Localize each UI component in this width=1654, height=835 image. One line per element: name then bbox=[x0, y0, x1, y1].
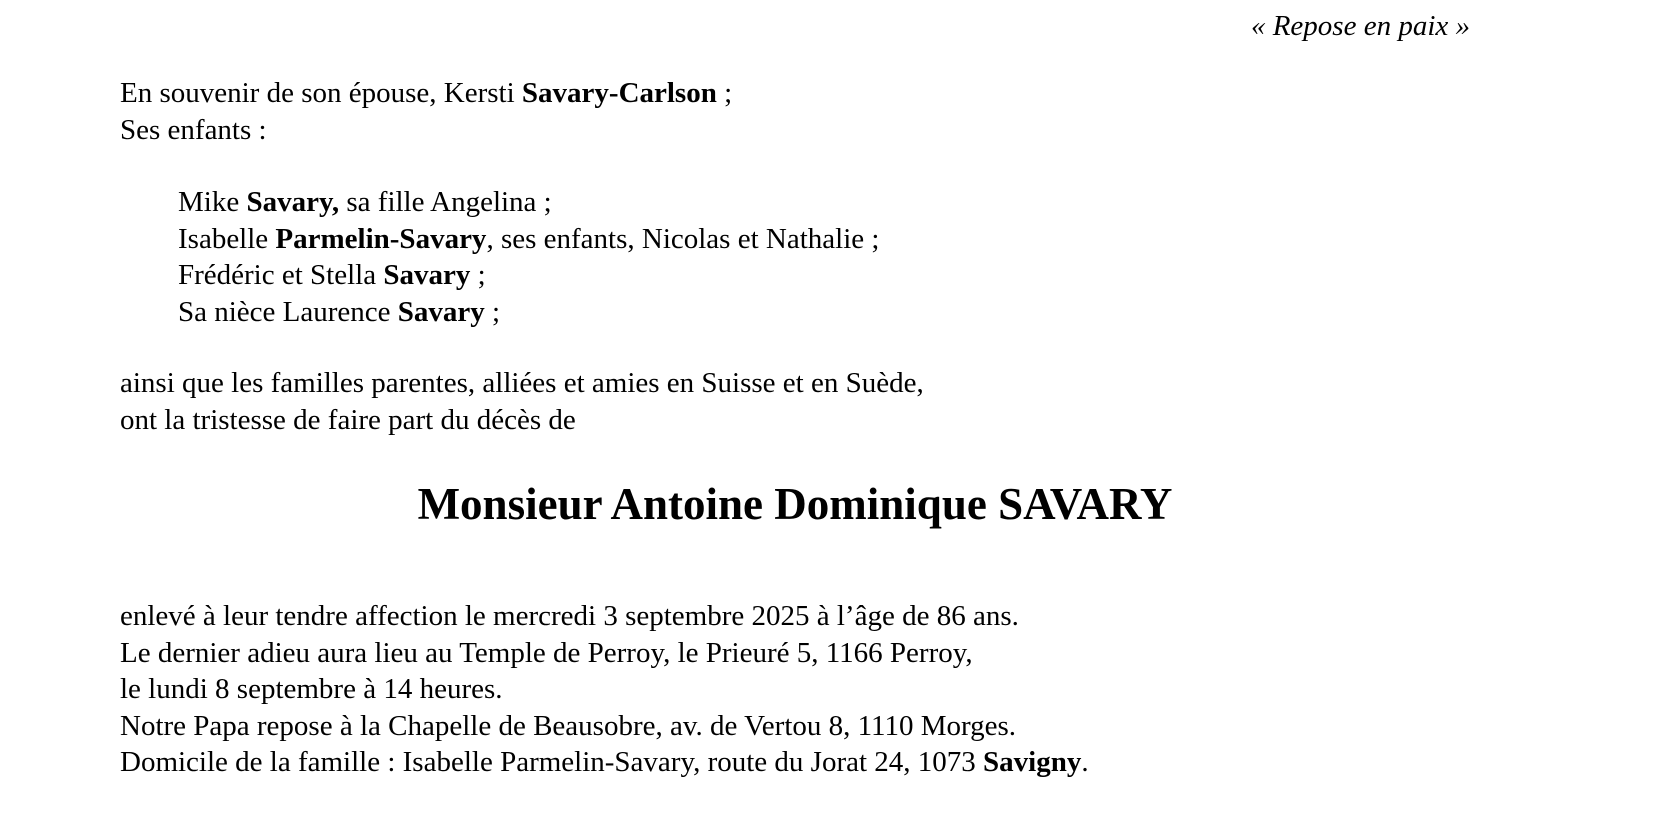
text-line: Frédéric et Stella Savary ; bbox=[178, 259, 486, 291]
text-line: ainsi que les familles parentes, alliées et amies en Suisse et en Suède, bbox=[120, 367, 924, 399]
intro-paragraph bbox=[120, 75, 732, 148]
epigraph-quote: « Repose en paix » bbox=[1250, 10, 1470, 42]
text-line: En souvenir de son épouse, Kersti Savary-Carlson ; bbox=[120, 77, 733, 109]
text-line: Mike Savary, sa fille Angelina ; bbox=[178, 186, 552, 218]
deceased-name: Monsieur Antoine Dominique SAVARY bbox=[417, 479, 1173, 529]
text-line: Domicile de la famille : Isabelle Parmelin-Savary, route du Jorat 24, 1073 Savigny. bbox=[120, 746, 1089, 778]
text-line: Ses enfants : bbox=[120, 113, 267, 146]
text-line: le lundi 8 septembre à 14 heures. bbox=[120, 673, 503, 705]
text-line: Le dernier adieu aura lieu au Temple de Perroy, le Prieuré 5, 1166 Perroy, bbox=[120, 636, 973, 669]
announcement-paragraph bbox=[120, 365, 924, 438]
text-line: enlevé à leur tendre affection le mercredi 3 septembre 2025 à l’âge de 86 ans. bbox=[120, 600, 1019, 632]
text-line: ont la tristesse de faire part du décès de bbox=[120, 403, 576, 436]
funeral-details-paragraph bbox=[120, 598, 1089, 781]
text-line: Sa nièce Laurence Savary ; bbox=[178, 295, 501, 328]
text-line: Notre Papa repose à la Chapelle de Beausobre, av. de Vertou 8, 1110 Morges. bbox=[120, 709, 1017, 742]
text-line: Isabelle Parmelin-Savary, ses enfants, Nicolas et Nathalie ; bbox=[178, 222, 880, 255]
children-list bbox=[178, 184, 879, 330]
